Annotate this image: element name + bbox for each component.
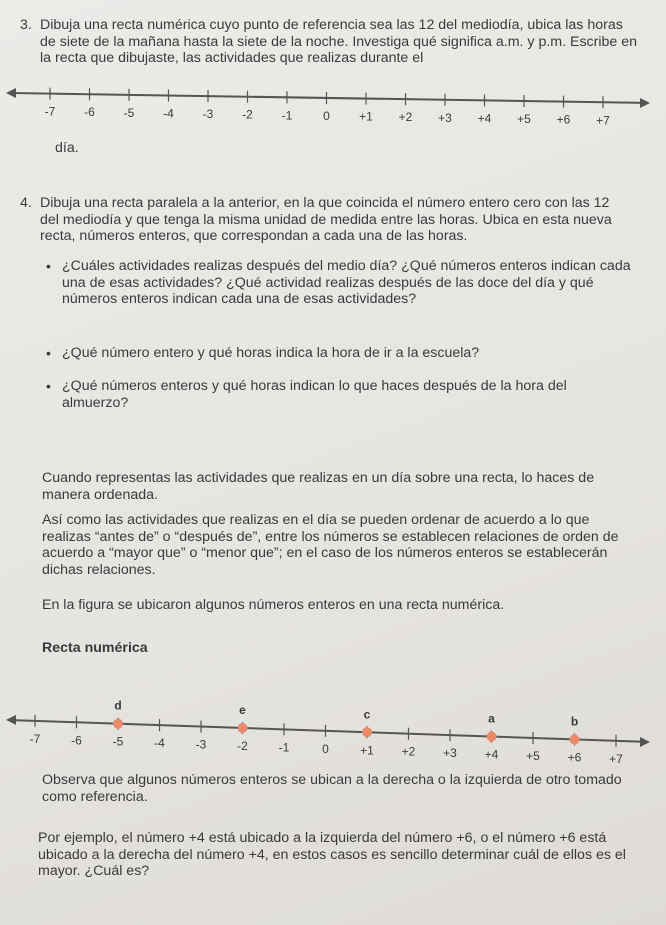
nl2-left-arrow-icon (6, 715, 16, 725)
nl2-tick-label: -4 (154, 736, 165, 751)
observation-text: Observa que algunos números enteros se ubican a la derecha o la izquierda de otro tomado como referencia. (42, 772, 622, 805)
nl1-tick-label: -4 (163, 106, 174, 121)
exercise-3-text: Dibuja una recta numérica cuyo punto de referencia sea las 12 del mediodía, ubica las horas de siete de la mañana hasta la siete de la noche. Investiga qué significa a.m. y p.m. Escribe en la recta que dibujaste, las actividades que realizas durante el (40, 17, 638, 66)
nl2-tick-label: +7 (609, 751, 623, 766)
nl2-tick-label: -2 (237, 738, 248, 753)
nl1-tick-label: +7 (596, 113, 610, 128)
paragraph-1: Cuando representas las actividades que realizas en un día sobre una recta, lo haces de manera ordenada. (42, 470, 595, 503)
nl2-tick-label: +2 (401, 744, 416, 759)
exercise-4-text: Dibuja una recta paralela a la anterior, en la que coincida el número entero cero con las 12 del mediodía y que tenga la misma unidad de medida entre las horas. Ubica en esta nueva recta, números enteros, que correspondan a cada una de las horas. (40, 195, 612, 244)
paragraph-2: Así como las actividades que realizas en el día se pueden ordenar de acuerdo a lo que realizas “antes de” o “después de”, entre los números se establecen relaciones de orden de acuerdo a “mayor que” o “menor que”; en el caso de los números enteros se establecerán dichas relaciones. (42, 512, 619, 578)
nl1-tick-label: +3 (438, 110, 452, 125)
nl2-tick-label: -7 (29, 731, 41, 746)
nl2-tick-label: +5 (526, 748, 540, 763)
nl1-tick-label: -6 (84, 105, 95, 120)
nl2-tick-label: -1 (278, 740, 290, 755)
point-label-b: b (570, 714, 579, 729)
nl1-tick-label: -2 (242, 107, 253, 122)
nl2-tick-label: +6 (567, 750, 582, 765)
example-text: Por ejemplo, el número +4 está ubicado a la izquierda del número +6, o el número +6 está ubicado a la derecha del número +4, en estos casos es sencillo determinar cuál de ellos es el mayor. ¿Cuál es? (38, 830, 626, 879)
point-label-c: c (363, 707, 371, 722)
point-e (238, 723, 248, 733)
nl1-tick-label: 0 (323, 108, 330, 123)
nl2-tick-label: +3 (443, 746, 457, 761)
nl1-tick-label: +2 (398, 110, 413, 125)
question-1: ¿Cuáles actividades realizas después del medio día? ¿Qué números enteros indican cada una de esas actividades? ¿Qué actividad realizas después de las doce del día y qué números enteros indican cada una de esas actividades? (62, 258, 631, 307)
point-label-e: e (239, 702, 246, 717)
point-a (487, 732, 497, 742)
bullet-icon: • (46, 345, 51, 361)
exercise-3-number: 3. (20, 17, 32, 33)
nl2-axis (12, 720, 644, 742)
exercise-3-continuation: día. (55, 140, 79, 156)
nl1-tick-label: -5 (123, 105, 135, 120)
nl2-tick-label: -3 (195, 737, 207, 752)
nl1-axis (12, 93, 644, 103)
number-line-1 (0, 85, 666, 145)
nl2-tick-label: -6 (71, 733, 82, 748)
nl2-tick-label: +4 (484, 747, 499, 762)
nl1-right-arrow-icon (640, 98, 650, 108)
nl1-tick-label: -1 (281, 108, 293, 123)
point-c (362, 727, 372, 737)
nl2-tick-label: +1 (360, 743, 374, 758)
bullet-icon: • (46, 378, 51, 394)
point-d (113, 719, 123, 729)
bullet-icon: • (46, 258, 51, 274)
question-2: ¿Qué número entero y qué horas indica la hora de ir a la escuela? (62, 345, 480, 361)
nl1-tick-label: +1 (359, 109, 373, 124)
nl2-tick-label: -5 (112, 734, 124, 749)
paragraph-3: En la figura se ubicaron algunos números enteros en una recta numérica. (42, 597, 505, 613)
nl1-tick-label: +6 (556, 112, 571, 127)
number-line-2 (0, 680, 666, 770)
point-b (570, 734, 580, 744)
exercise-4-number: 4. (20, 195, 32, 211)
nl2-tick-label: 0 (322, 741, 329, 756)
question-3: ¿Qué números enteros y qué horas indican lo que haces después de la hora del almuerzo? (62, 378, 567, 411)
nl1-tick-label: -7 (44, 104, 56, 119)
nl1-tick-label: +4 (477, 111, 492, 126)
nl1-tick-label: -3 (202, 107, 214, 122)
nl2-right-arrow-icon (640, 737, 650, 747)
point-label-a: a (488, 711, 495, 726)
point-label-d: d (114, 698, 122, 713)
nl1-left-arrow-icon (6, 88, 16, 98)
section-title: Recta numérica (42, 640, 148, 656)
nl1-tick-label: +5 (517, 112, 531, 127)
